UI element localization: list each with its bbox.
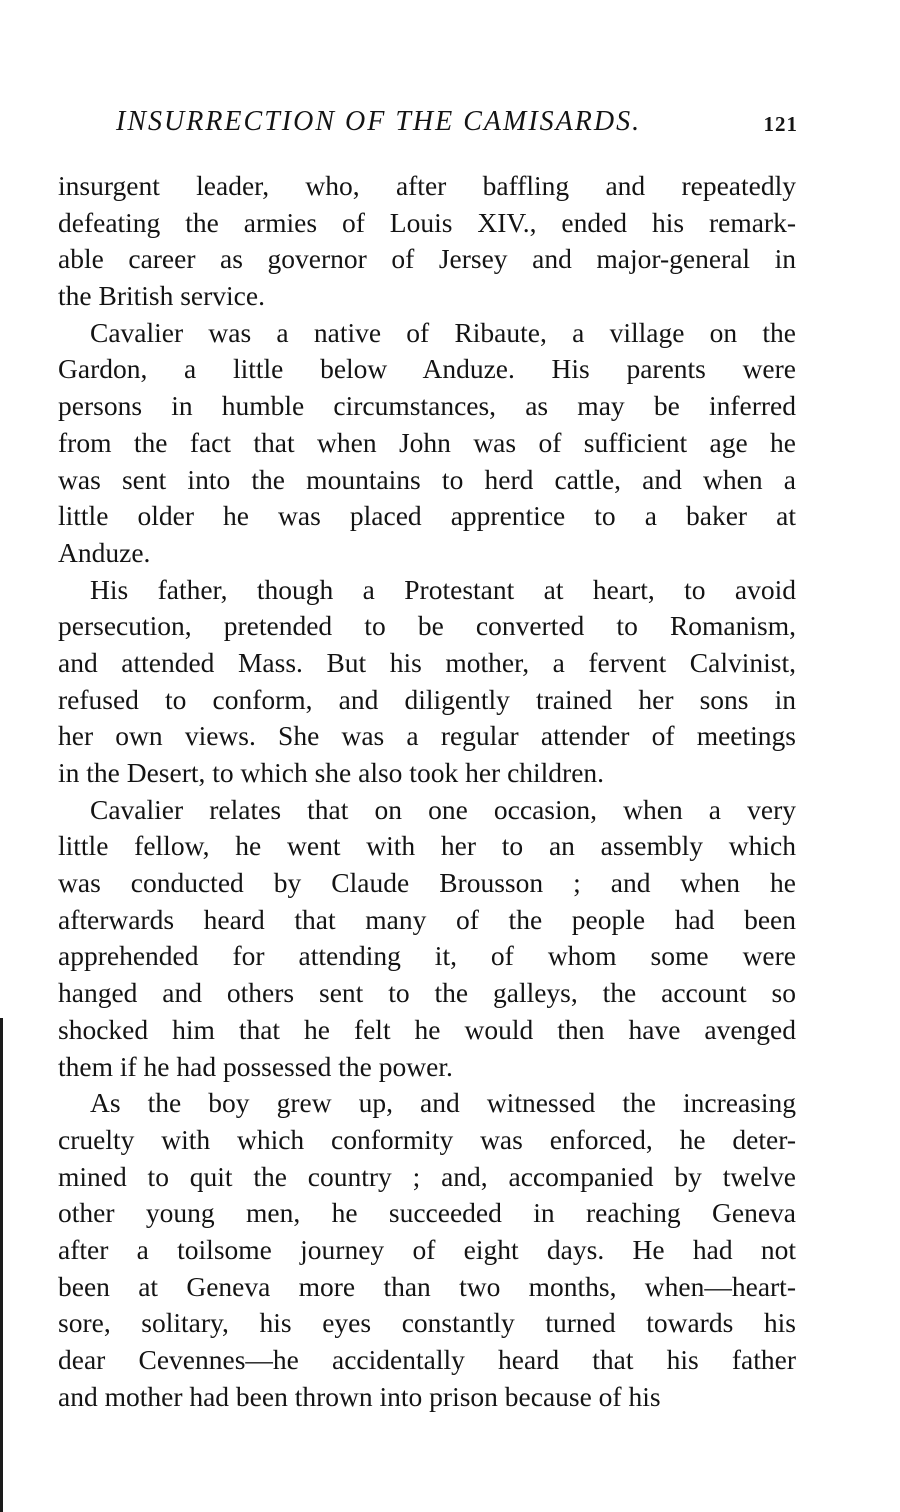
text-line: little older he was placed apprentice to a baker at: [58, 500, 796, 532]
text-line: in the Desert, to which she also took her children.: [58, 757, 605, 788]
text-line: her own views. She was a regular attender of meetings: [58, 720, 796, 752]
text-line: As the boy grew up, and witnessed the increasing: [90, 1087, 796, 1119]
page-edge-shadow: [0, 1018, 3, 1512]
text-line: Cavalier was a native of Ribaute, a village on the: [90, 316, 796, 348]
running-head: [0, 106, 798, 146]
text-line: little fellow, he went with her to an assembly which: [58, 830, 796, 862]
text-line: was conducted by Claude Brousson ; and when he: [58, 867, 796, 899]
text-line: sore, solitary, his eyes constantly turned towards his: [58, 1307, 796, 1339]
text-line: and attended Mass. But his mother, a fervent Calvinist,: [58, 646, 796, 678]
text-line: was sent into the mountains to herd cattle, and when a: [58, 463, 796, 495]
text-line: afterwards heard that many of the people had been: [58, 903, 796, 935]
text-line: persons in humble circumstances, as may be inferred: [58, 390, 796, 422]
text-line: defeating the armies of Louis XIV., ended his remark-: [58, 206, 796, 238]
text-line: shocked him that he felt he would then have avenged: [58, 1013, 796, 1045]
text-line: them if he had possessed the power.: [58, 1050, 453, 1082]
text-line: refused to conform, and diligently trained her sons in: [58, 683, 796, 715]
paragraph: [58, 572, 796, 792]
text-line: apprehended for attending it, of whom some were: [58, 940, 796, 972]
text-line: been at Geneva more than two months, when—heart-: [58, 1270, 796, 1302]
running-title: INSURRECTION OF THE CAMISARDS.: [116, 106, 642, 137]
text-line: other young men, he succeeded in reaching Geneva: [58, 1197, 796, 1229]
text-line: insurgent leader, who, after baffling and repeatedly: [58, 170, 796, 201]
paragraph: [58, 792, 796, 1086]
text-line: His father, though a Protestant at heart, to avoid: [90, 573, 796, 605]
text-line: able career as governor of Jersey and major-general in: [58, 243, 796, 275]
paragraph: [58, 1085, 796, 1415]
text-line: and mother had been thrown into prison because of his: [58, 1380, 661, 1412]
text-line: hanged and others sent to the galleys, the account so: [58, 977, 796, 1009]
paragraph: [58, 168, 796, 315]
page-number: 121: [763, 112, 798, 136]
text-line: Cavalier relates that on one occasion, when a very: [90, 793, 796, 825]
body-text: [58, 168, 796, 1415]
text-line: from the fact that when John was of sufficient age he: [58, 426, 796, 458]
text-line: dear Cevennes—he accidentally heard that his father: [58, 1344, 796, 1375]
text-line: cruelty with which conformity was enforced, he deter-: [58, 1123, 796, 1155]
text-line: mined to quit the country ; and, accompanied by twelve: [58, 1160, 796, 1192]
text-line: Gardon, a little below Anduze. His parents were: [58, 353, 796, 385]
paragraph: [58, 315, 796, 572]
text-line: after a toilsome journey of eight days. He had not: [58, 1233, 796, 1265]
text-line: Anduze.: [58, 536, 151, 568]
text-line: the British service.: [58, 280, 265, 312]
text-line: persecution, pretended to be converted to Romanism,: [58, 610, 796, 642]
